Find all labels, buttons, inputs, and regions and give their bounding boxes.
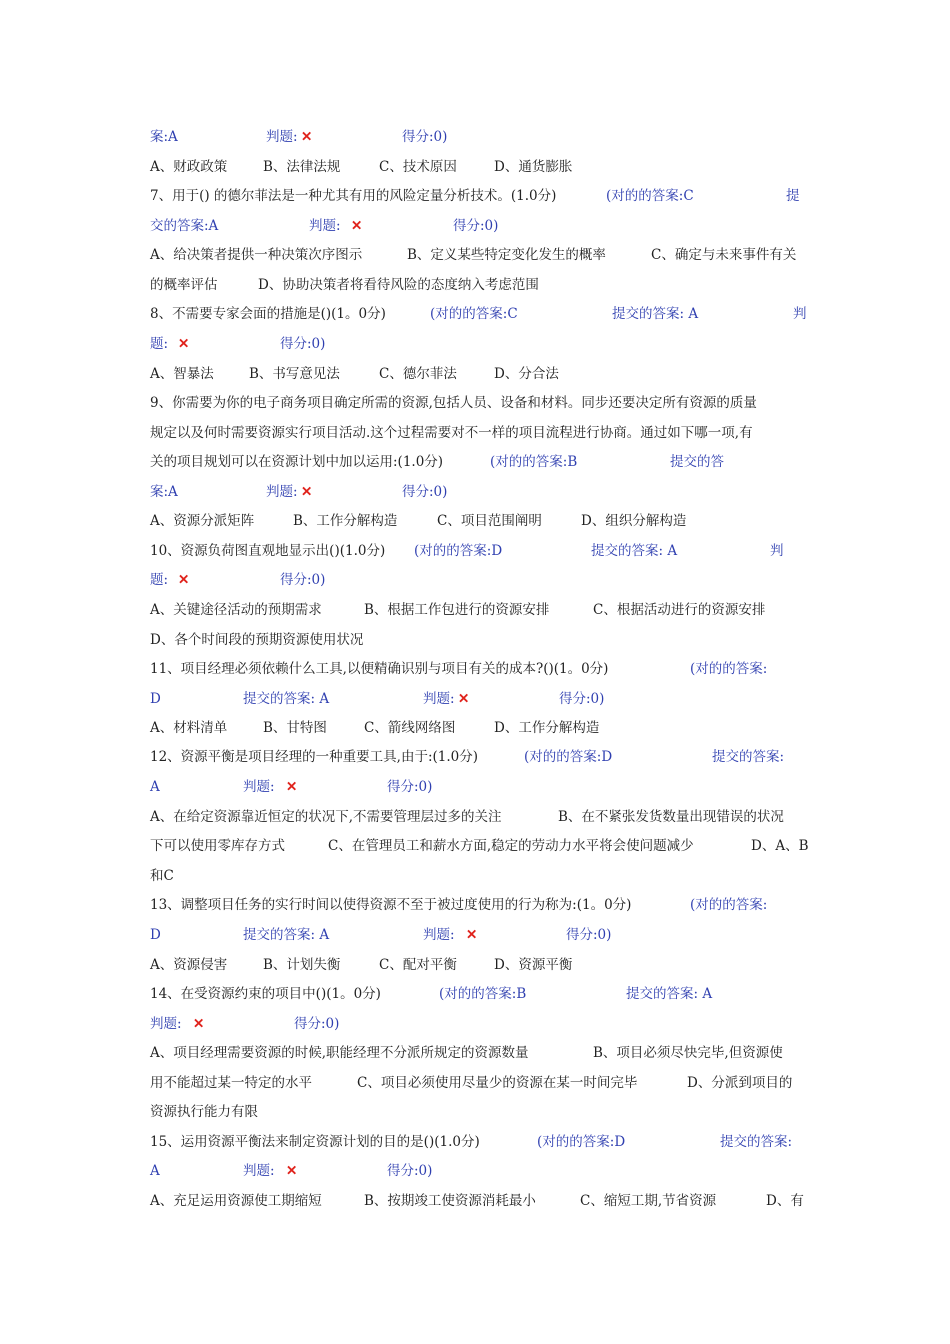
q14-correct-answer: (对的的答案:B [439, 986, 527, 1002]
q11-stem-line [150, 658, 810, 680]
q12-correct-answer: (对的的答案:D [524, 749, 613, 765]
q9-stem-line-2 [150, 422, 810, 444]
option: A、资源侵害 [150, 957, 228, 973]
q15-judge-label: 判题: [243, 1163, 275, 1179]
q13-options [150, 954, 810, 976]
option: 用不能超过某一特定的水平 [150, 1075, 312, 1091]
q15-stem: 15、运用资源平衡法来制定资源计划的目的是()(1.0分) [150, 1134, 480, 1150]
option: D、资源平衡 [494, 957, 573, 973]
q7-submit-label: 提 [786, 188, 800, 204]
option: C、项目必须使用尽量少的资源在某一时间完毕 [357, 1075, 638, 1091]
option: 下可以使用零库存方式 [150, 838, 285, 854]
wrong-mark-icon: ✕ [466, 927, 478, 943]
option: A、充足运用资源使工期缩短 [150, 1193, 322, 1209]
q7-stem-line [150, 185, 810, 207]
wrong-mark-icon: ✕ [351, 218, 363, 234]
q14-score: 得分:0) [294, 1016, 340, 1032]
q14-submitted-answer: 提交的答案: A [626, 986, 713, 1002]
option: D、通货膨胀 [494, 159, 573, 175]
q15-submit-label: 提交的答案: [720, 1134, 793, 1150]
wrong-mark-icon: ✕ [286, 1163, 298, 1179]
q10-correct-answer: (对的的答案:D [414, 543, 503, 559]
option: A、财政政策 [150, 159, 228, 175]
q14-stem-line [150, 983, 810, 1005]
option: C、配对平衡 [379, 957, 457, 973]
option: C、项目范围阐明 [437, 513, 542, 529]
q9-stem-line-1 [150, 392, 810, 414]
q6-answer-line [150, 126, 810, 148]
option: A、在给定资源靠近恒定的状况下,不需要管理层过多的关注 [150, 809, 502, 825]
q11-correct-answer: (对的的答案: [690, 661, 768, 677]
q8-answer-line [150, 333, 810, 355]
q12-submitted-answer: A [150, 779, 160, 795]
q8-stem: 8、不需要专家会面的措施是()(1。0分) [150, 306, 386, 322]
option: D、协助决策者将看待风险的态度纳入考虑范围 [258, 277, 539, 293]
q14-answer-line [150, 1013, 810, 1035]
q10-submitted-answer: 提交的答案: A [591, 543, 678, 559]
q15-score: 得分:0) [387, 1163, 433, 1179]
q13-submitted-answer: 提交的答案: A [243, 927, 330, 943]
q12-stem-line [150, 746, 810, 768]
q8-judge-label-head: 判 [793, 306, 807, 322]
q10-options-cont [150, 629, 810, 651]
option: A、关键途径活动的预期需求 [150, 602, 322, 618]
option: B、工作分解构造 [293, 513, 398, 529]
q15-correct-answer: (对的的答案:D [537, 1134, 626, 1150]
q9-options [150, 510, 810, 532]
q11-submitted-answer: 提交的答案: A [243, 691, 330, 707]
wrong-mark-icon: ✕ [178, 572, 190, 588]
option: A、项目经理需要资源的时候,职能经理不分派所规定的资源数量 [150, 1045, 529, 1061]
q8-stem-line [150, 303, 810, 325]
q13-correct-answer-tail: D [150, 927, 161, 943]
q11-stem: 11、项目经理必须依赖什么工具,以便精确识别与项目有关的成本?()(1。0分) [150, 661, 609, 677]
q8-judge-label-tail: 题: [150, 336, 169, 352]
q11-options [150, 717, 810, 739]
option: D、各个时间段的预期资源使用状况 [150, 632, 364, 648]
option: 的概率评估 [150, 277, 218, 293]
option: A、智暴法 [150, 366, 214, 382]
q6-score: 得分:0) [402, 129, 448, 145]
option: B、计划失衡 [263, 957, 341, 973]
q12-options-2 [150, 835, 810, 857]
q11-judge-label: 判题: [423, 691, 455, 707]
q13-score: 得分:0) [566, 927, 612, 943]
option: C、确定与未来事件有关 [651, 247, 797, 263]
q9-judge-label: 判题: [266, 484, 298, 500]
q13-answer-line [150, 924, 810, 946]
q12-stem: 12、资源平衡是项目经理的一种重要工具,由于:(1.0分) [150, 749, 479, 765]
q9-score: 得分:0) [402, 484, 448, 500]
q14-stem: 14、在受资源约束的项目中()(1。0分) [150, 986, 381, 1002]
q11-correct-answer-tail: D [150, 691, 161, 707]
q11-score: 得分:0) [559, 691, 605, 707]
option: C、箭线网络图 [364, 720, 456, 736]
q8-score: 得分:0) [280, 336, 326, 352]
option: 和C [150, 868, 174, 884]
option: A、给决策者提供一种决策次序图示 [150, 247, 363, 263]
q12-options-3 [150, 865, 810, 887]
wrong-mark-icon: ✕ [178, 336, 190, 352]
q12-submit-label: 提交的答案: [712, 749, 785, 765]
q7-score: 得分:0) [453, 218, 499, 234]
q7-correct-answer: (对的的答案:C [606, 188, 694, 204]
wrong-mark-icon: ✕ [286, 779, 298, 795]
option: B、在不紧张发货数量出现错误的状况 [558, 809, 784, 825]
q6-judge-label: 判题: [266, 129, 298, 145]
q9-correct-answer: (对的的答案:B [490, 454, 578, 470]
option: B、项目必须尽快完毕,但资源使 [593, 1045, 783, 1061]
q7-submitted-answer: 交的答案:A [150, 218, 219, 234]
q14-judge-label: 判题: [150, 1016, 182, 1032]
option: A、资源分派矩阵 [150, 513, 255, 529]
q9-answer-line [150, 481, 810, 503]
option: C、缩短工期,节省资源 [580, 1193, 717, 1209]
option: C、在管理员工和薪水方面,稳定的劳动力水平将会使问题减少 [328, 838, 694, 854]
q10-stem: 10、资源负荷图直观地显示出()(1.0分) [150, 543, 386, 559]
option: C、根据活动进行的资源安排 [593, 602, 766, 618]
q10-judge-label-tail: 题: [150, 572, 169, 588]
option: A、材料清单 [150, 720, 228, 736]
q7-options [150, 244, 810, 266]
option: B、甘特图 [263, 720, 327, 736]
wrong-mark-icon: ✕ [458, 691, 470, 707]
option: B、定义某些特定变化发生的概率 [407, 247, 606, 263]
option: B、法律法规 [263, 159, 341, 175]
q9-submitted-answer: 案:A [150, 484, 178, 500]
q10-answer-line [150, 569, 810, 591]
q14-options-1 [150, 1042, 810, 1064]
option: D、有 [766, 1193, 804, 1209]
q13-stem: 13、调整项目任务的实行时间以使得资源不至于被过度使用的行为称为:(1。0分) [150, 897, 632, 913]
q11-answer-line [150, 688, 810, 710]
q8-submitted-answer: 提交的答案: A [612, 306, 699, 322]
q10-options [150, 599, 810, 621]
option: C、德尔菲法 [379, 366, 457, 382]
q7-judge-label: 判题: [309, 218, 341, 234]
q7-answer-line [150, 215, 810, 237]
option: D、分派到项目的 [687, 1075, 793, 1091]
q9-stem: 9、你需要为你的电子商务项目确定所需的资源,包括人员、设备和材料。同步还要决定所有资源的质量 [150, 395, 757, 411]
q9-stem: 规定以及何时需要资源实行项目活动.这个过程需要对不一样的项目流程进行协商。通过如下哪一项,有 [150, 425, 753, 441]
wrong-mark-icon: ✕ [193, 1016, 205, 1032]
q13-correct-answer: (对的的答案: [690, 897, 768, 913]
q8-options [150, 363, 810, 385]
option: B、按期竣工使资源消耗最小 [364, 1193, 536, 1209]
option: D、分合法 [494, 366, 559, 382]
q12-options-1 [150, 806, 810, 828]
q13-stem-line [150, 894, 810, 916]
q12-score: 得分:0) [387, 779, 433, 795]
option: D、组织分解构造 [581, 513, 687, 529]
q10-judge-label-head: 判 [770, 543, 784, 559]
q8-correct-answer: (对的的答案:C [430, 306, 518, 322]
q9-stem: 关的项目规划可以在资源计划中加以运用:(1.0分) [150, 454, 444, 470]
q9-submit-label: 提交的答 [670, 454, 724, 470]
q15-submitted-answer: A [150, 1163, 160, 1179]
option: D、A、B [751, 838, 809, 854]
option: B、根据工作包进行的资源安排 [364, 602, 550, 618]
option: D、工作分解构造 [494, 720, 600, 736]
q7-options-cont [150, 274, 810, 296]
q12-answer-line [150, 776, 810, 798]
q6-options [150, 156, 810, 178]
q13-judge-label: 判题: [423, 927, 455, 943]
q7-stem: 7、用于() 的德尔菲法是一种尤其有用的风险定量分析技术。(1.0分) [150, 188, 557, 204]
q15-options [150, 1190, 810, 1212]
q15-stem-line [150, 1131, 810, 1153]
wrong-mark-icon: ✕ [301, 484, 313, 500]
wrong-mark-icon: ✕ [301, 129, 313, 145]
option: B、书写意见法 [249, 366, 340, 382]
q12-judge-label: 判题: [243, 779, 275, 795]
q10-score: 得分:0) [280, 572, 326, 588]
q14-options-2 [150, 1072, 810, 1094]
q10-stem-line [150, 540, 810, 562]
q6-submitted-answer: 案:A [150, 129, 178, 145]
q9-stem-line-3 [150, 451, 810, 473]
q15-answer-line [150, 1160, 810, 1182]
option: 资源执行能力有限 [150, 1104, 258, 1120]
q14-options-3 [150, 1101, 810, 1123]
option: C、技术原因 [379, 159, 457, 175]
